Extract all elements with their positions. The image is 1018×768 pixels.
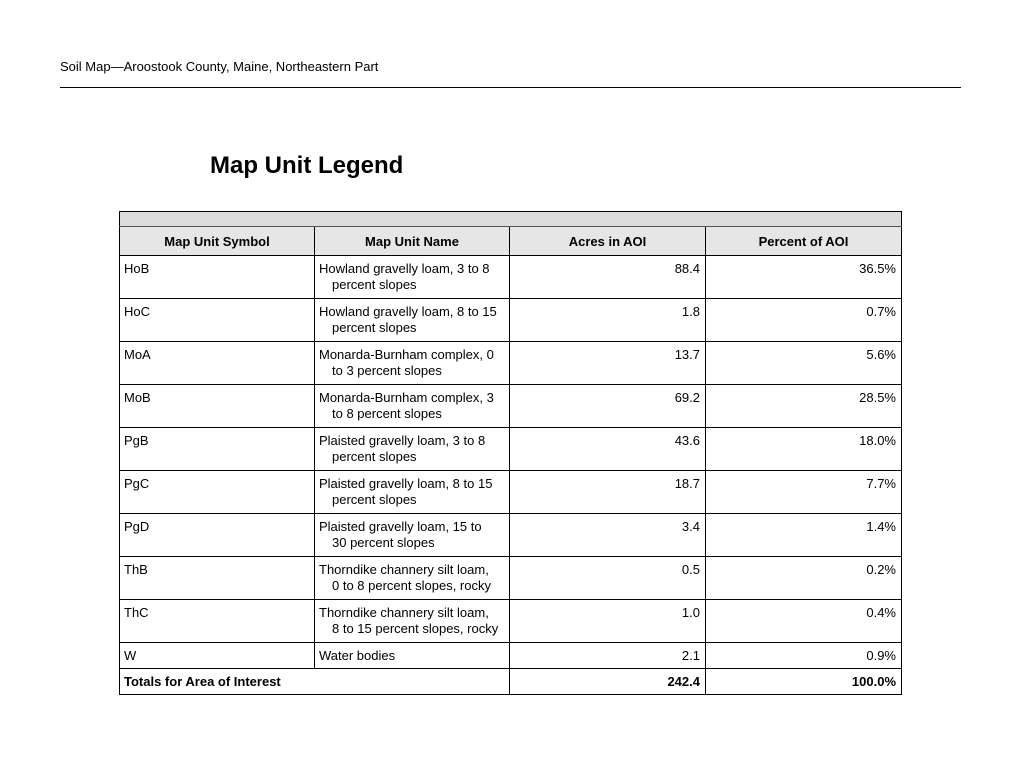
map-unit-symbol-cell: ThB [120,557,315,600]
map-unit-name-line2: percent slopes [332,320,417,335]
map-unit-name-cell [315,342,510,385]
map-unit-name-line2: percent slopes [332,492,417,507]
map-unit-name-cell [315,514,510,557]
percent-cell: 36.5% [706,256,902,299]
percent-cell: 0.4% [706,600,902,643]
acres-cell: 0.5 [510,557,706,600]
map-unit-name-line1: Thorndike channery silt loam, [319,605,489,620]
map-unit-symbol-cell: ThC [120,600,315,643]
percent-cell: 7.7% [706,471,902,514]
map-unit-symbol-cell: PgC [120,471,315,514]
table-body [120,256,902,669]
table-row [120,428,902,471]
map-unit-legend-table [119,211,902,695]
percent-cell: 18.0% [706,428,902,471]
map-unit-name-line2: 30 percent slopes [332,535,435,550]
table-row [120,299,902,342]
percent-cell: 5.6% [706,342,902,385]
acres-cell: 18.7 [510,471,706,514]
map-unit-name-cell [315,600,510,643]
map-unit-name-line1: Howland gravelly loam, 8 to 15 [319,304,497,319]
table-row [120,385,902,428]
document-header-title: Soil Map—Aroostook County, Maine, Northeastern Part [60,59,379,74]
map-unit-symbol-cell: PgB [120,428,315,471]
map-unit-name-line1: Thorndike channery silt loam, [319,562,489,577]
totals-acres: 242.4 [510,669,706,695]
map-unit-name-line1: Howland gravelly loam, 3 to 8 [319,261,490,276]
table-row [120,600,902,643]
map-unit-name-line2: 8 to 15 percent slopes, rocky [332,621,499,636]
map-unit-name-cell [315,256,510,299]
map-unit-name-line1: Plaisted gravelly loam, 8 to 15 [319,476,493,491]
acres-cell: 43.6 [510,428,706,471]
table-top-band [120,212,902,227]
table-row [120,342,902,385]
map-unit-name-cell [315,471,510,514]
map-unit-name-line2: 0 to 8 percent slopes, rocky [332,578,491,593]
map-unit-name-line1: Plaisted gravelly loam, 3 to 8 [319,433,486,448]
map-unit-name-line2: to 8 percent slopes [332,406,442,421]
map-unit-symbol-cell: HoC [120,299,315,342]
percent-cell: 1.4% [706,514,902,557]
acres-cell: 1.0 [510,600,706,643]
map-unit-symbol-cell: PgD [120,514,315,557]
acres-cell: 3.4 [510,514,706,557]
column-header-name: Map Unit Name [315,227,510,256]
table-row [120,256,902,299]
totals-row [120,669,902,695]
legend-title: Map Unit Legend [210,152,404,179]
column-header-symbol: Map Unit Symbol [120,227,315,256]
percent-cell: 28.5% [706,385,902,428]
percent-cell: 0.2% [706,557,902,600]
map-unit-name-line1: Water bodies [319,648,396,663]
table-header-row [120,227,902,256]
table-row [120,471,902,514]
map-unit-symbol-cell: MoB [120,385,315,428]
map-unit-name-cell [315,299,510,342]
map-unit-symbol-cell: W [120,643,315,669]
map-unit-name-line1: Monarda-Burnham complex, 0 [319,347,494,362]
map-unit-legend-table-wrapper [119,211,902,695]
table-row [120,643,902,669]
map-unit-symbol-cell: HoB [120,256,315,299]
map-unit-name-line2: percent slopes [332,277,417,292]
map-unit-name-line1: Monarda-Burnham complex, 3 [319,390,494,405]
percent-cell: 0.7% [706,299,902,342]
map-unit-symbol-cell: MoA [120,342,315,385]
acres-cell: 88.4 [510,256,706,299]
header-divider [60,87,961,88]
map-unit-name-line2: percent slopes [332,449,417,464]
map-unit-name-line1: Plaisted gravelly loam, 15 to [319,519,482,534]
acres-cell: 13.7 [510,342,706,385]
map-unit-name-line2: to 3 percent slopes [332,363,442,378]
acres-cell: 1.8 [510,299,706,342]
column-header-acres: Acres in AOI [510,227,706,256]
totals-label: Totals for Area of Interest [120,669,510,695]
map-unit-name-cell [315,557,510,600]
map-unit-name-cell [315,385,510,428]
acres-cell: 2.1 [510,643,706,669]
table-row [120,557,902,600]
map-unit-name-cell [315,428,510,471]
totals-percent: 100.0% [706,669,902,695]
table-row [120,514,902,557]
acres-cell: 69.2 [510,385,706,428]
column-header-percent: Percent of AOI [706,227,902,256]
map-unit-name-cell [315,643,510,669]
percent-cell: 0.9% [706,643,902,669]
